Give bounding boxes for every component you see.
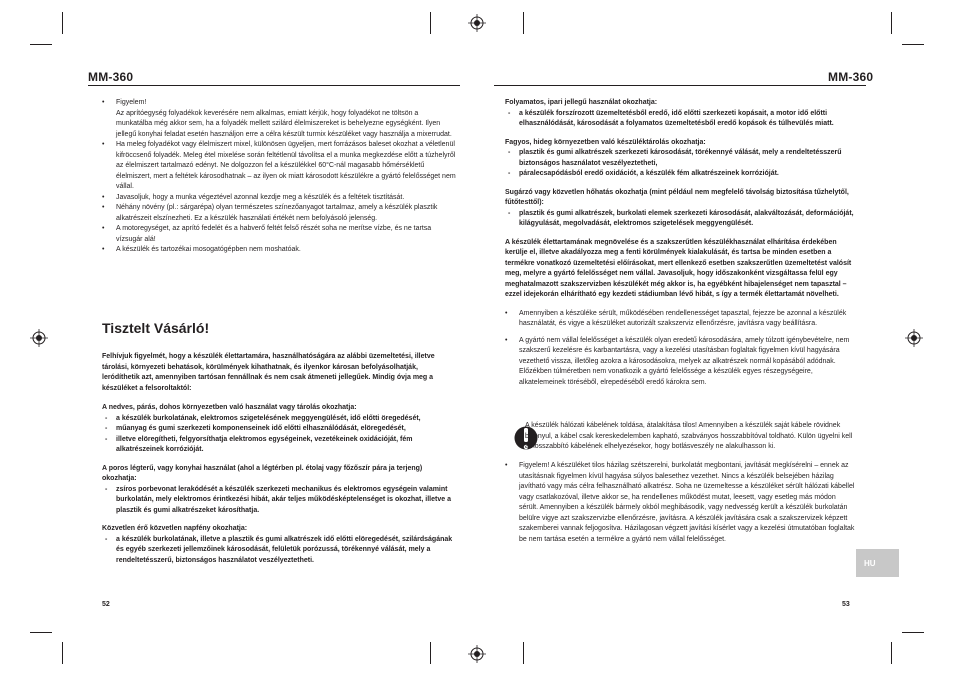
right-bullets-after [505,461,855,545]
list-item: - illetve elöregítheti, felgyorsíthatja elektromos egységeinek, vezetékeinek oxidációját, fém alkatrészeinek korrózióját. [102,435,456,456]
crop-mark [902,44,924,45]
crop-mark [30,632,52,633]
list-item: - zsíros porbevonat lerakódését a készülék szerkezeti mechanikus és elektromos egységein valamint burkolatán, mely elektromos érintkezési hibát, akár teljes működésképtelenséget is okozhat, illetve a plasztik és gumi alkatrészeket károsíthatja. [102,485,456,517]
list-item: • Figyelem! A készüléket tilos házilag szétszerelni, burkolatát megbontani, javítását megkísérelni – ennek az utasításnak figyelmen kívül hagyása súlyos balesethez vezethet. Nincs a készülék belsejében házilag javítható vagy más célra felhasználható alkatrész. Soha ne üzemeltesse a készüléket sérült hálózati kábellel vagy csatlakozóval, illetve akkor se, ha rendellenes működést mutat, leesett, vagy esetleg más módon sérült. Amennyiben a készülék bármely okból meghibásodik, vagy nedvesség került a készülék burkolatán belülre vigye azt szakszervizbe ellenőrzésre, javításra. A készülék javítására csak a szakszervizek képzett szakemberei vannak feljogosítva. Házilagosan végzett javítási kísérlet vagy a kezelési útmutatóban foglaltak be nem tartása esetén a termékre a gyártó nem vállal felelősséget. [505,461,855,545]
section-heading: A poros légterű, vagy konyhai használat (ahol a légtérben pl. étolaj vagy főzőszír pára ja terjeng) okozhatja: [102,464,423,482]
fold-mark [523,12,524,34]
model-name-left: MM-360 [88,70,134,84]
crop-mark [891,642,892,664]
language-tab: HU [856,549,899,577]
list-item: • A készülék és tartozékai mosogatógépben nem moshatóak. [102,245,456,256]
list-item: - a készülék burkolatának, illetve a plasztik és gumi alkatrészek idő előtti elöregedését, szilárdságának és egyéb szerkezeti jellemzőinek károsodását, felületük porózussá, törékennyé válását, mely a rendeltetésszerű, biztonságos használatot veszélyeztetheti. [102,535,456,567]
crop-mark [62,642,63,664]
fold-mark [430,12,431,34]
section-heading: Folyamatos, ipari jellegű használat okozhatja: [505,99,658,106]
fold-mark [523,642,524,664]
section-heading: Közvetlen érő közvetlen napfény okozhatja: [102,525,248,532]
left-body [102,352,456,566]
list-item: • Amennyiben a készüléke sérült, működésében rendellenességet tapasztal, fejezze be azonnal a készülék használatát, és vigye a készüléket autorizált szakszerviz ellenőrzésre, javításra vagy beállításra. [505,309,855,330]
model-name-right: MM-360 [828,70,874,84]
crop-mark [62,12,63,34]
list-item: - a készülék forszírozott üzemeltetésből eredő, idő előtti szerkezeti kopásait, a motor idő előtti elhasználódását, károsodását a folyamatos üzemeltetésből eredő kopások és túlhevülés miatt. [505,109,855,130]
list-item: • A gyártó nem vállal felelősséget a készülék olyan eredetű károsodására, amely túlzott igénybevételre, nem szakszerű kezelésre és karbantartásra, vagy a kezelési utasításban foglaltak figyelmen kívül hagyására vezethető vissza, illetőleg azokra a károsodásokra, melyek az alkatrészek normál kopásából adódnak. Előzékben túlméretben nem vonatkozik a gyártó felelőssége a készülék egyes részegységeire, alkatelemeinek töréséből, elrepedéséből eredő károkra sem. [505,336,855,389]
list-item: - plasztik és gumi alkatrészek, burkolati elemek szerkezeti károsodását, alakváltozását, deformációját, kilágyulását, megolvadását, elektromos szigetelések meggyengülését. [505,209,855,230]
page-title: Tisztelt Vásárló! [102,320,210,336]
list-item: - páralecsapódásból eredő oxidációt, a készülék fém alkatrészeinek korrózióját. [505,169,855,180]
list-item: • A motoregységet, az aprító fedelét és a habverő feltét felső részét soha ne merítse vízbe, és ne tartsa vízsugár alá! [102,224,456,245]
header-rule-right [494,85,866,86]
crop-mark [902,632,924,633]
header-rule-left [88,85,460,86]
list-item: - műanyag és gumi szerkezeti komponenseinek idő előtti elhasználódását, elöregedését, [102,424,456,435]
section-heading: Sugárzó vagy közvetlen hőhatás okozhatja (mint például nem megfelelő távolság biztosítása tűzhelytől, fűtőtesttől): [505,188,849,206]
crop-mark [30,44,52,45]
warning-text: A készülék hálózati kábelének toldása, átalakítása tilos! Amennyiben a készülék saját kábele rövidnek bizonyul, a kábel csak kereskedelemben kapható, szabványos hosszabbítóval toldható. Külön ügyelni kell a hosszabbító kábelének elhelyezésekor, hogy botlásveszély ne alakulhasson ki. [525,422,853,450]
list-item: • Figyelem! Az aprítóegység folyadékok keverésére nem alkalmas, emiatt kérjük, hogy folyadékot ne töltsön a munkatálba még akkor sem, ha a folyadék mellett szilárd élelmiszereket is behelyezne egységként. Ilyen jellegű konyhai feladat esetén használjon erre a célra készült turmix készüléket vagy használja a mixerrudat. [102,98,456,140]
list-item: • Ha meleg folyadékot vagy élelmiszert mixel, különösen ügyeljen, mert forrázásos baleset okozhat a véletlenül kifröccsenő folyadék. Meleg étel mixelése során feltétlenül távolítsa el a munka megkezdése előtt a túzhelyről az élelmiszert tartalmazó edényt. Ne dolgozzon fel a készülékkel 60°C-nál magasabb hőmérsékletű élelmiszert, mert a feltétek károsodhatnak – az ilyen ok miatt károsodott készülékre a gyártó felelősséget nem vállal. [102,140,456,193]
list-item: • Néhány növény (pl.: sárgarépa) olyan természetes színezőanyagot tartalmaz, amely a készülék plasztik alkatrészeit elszínezheti. Ez a készülék használati értékét nem befolyásoló jelenség. [102,203,456,224]
registration-mark-icon [468,14,486,32]
fold-mark [430,642,431,664]
list-item: - plasztik és gumi alkatrészek szerkezeti károsodását, törékennyé válását, mely a rendeltetésszerű biztonságos használatot veszélyeztetheti, [505,148,855,169]
section-heading: Fagyos, hideg környezetben való készüléktárolás okozhatja: [505,138,706,146]
crop-mark [891,12,892,34]
section-heading: A nedves, párás, dohos környezetben való használat vagy tárolás okozhatja: [102,404,357,411]
registration-mark-icon [30,329,48,347]
registration-mark-icon [905,329,923,347]
registration-mark-icon [468,645,486,663]
page-number-left: 52 [102,601,110,608]
intro-paragraph: Felhívjuk figyelmét, hogy a készülék élettartamára, használhatóságára az alábbi üzemeltetési, illetve tárolási, környezeti behatások, körülmények kihathatnak, és ilyenkor károsan befolyásolhatják, leródíthetik azt, amennyiben tartósan fennállnak és nem csak átmeneti jellegűek. Mindig óvja meg a készüléket a felsoroltaktól: [102,353,435,392]
lifetime-paragraph: A készülék élettartamának megnövelése és a szakszerűtlen készülékhasználat elhárítása érdekében kerülje el, illetve akadályozza meg a fenti körülmények kialakulását, és tartsa be minden esetben a termékre vonatkozó üzemeltetési előírásokat, mert ellenkező esetben szakszerűtlen üzemeltetést valósít meg, melyre a gyártó felelősséget nem vállal. Javasoljuk, hogy időszakonként vizsgáltassa felül egy meghatalmazott szakszervizben készülékét még akkor is, ha egyébként hibajelenséget nem tapasztal – ezzel idejekorán elhárítható egy kezdeti stádiumban lévő hibát, s így a termék élettartamát növelheti. [505,238,852,298]
right-body [505,98,855,388]
left-bullets [102,98,456,256]
list-item: - a készülék burkolatának, elektromos szigetelésének meggyengülését, idő előtti öregedését, [102,414,456,425]
list-item: • Javasoljuk, hogy a munka végeztével azonnal kezdje meg a készülék és a feltétek tisztítását. [102,193,456,204]
page-number-right: 53 [842,601,850,608]
